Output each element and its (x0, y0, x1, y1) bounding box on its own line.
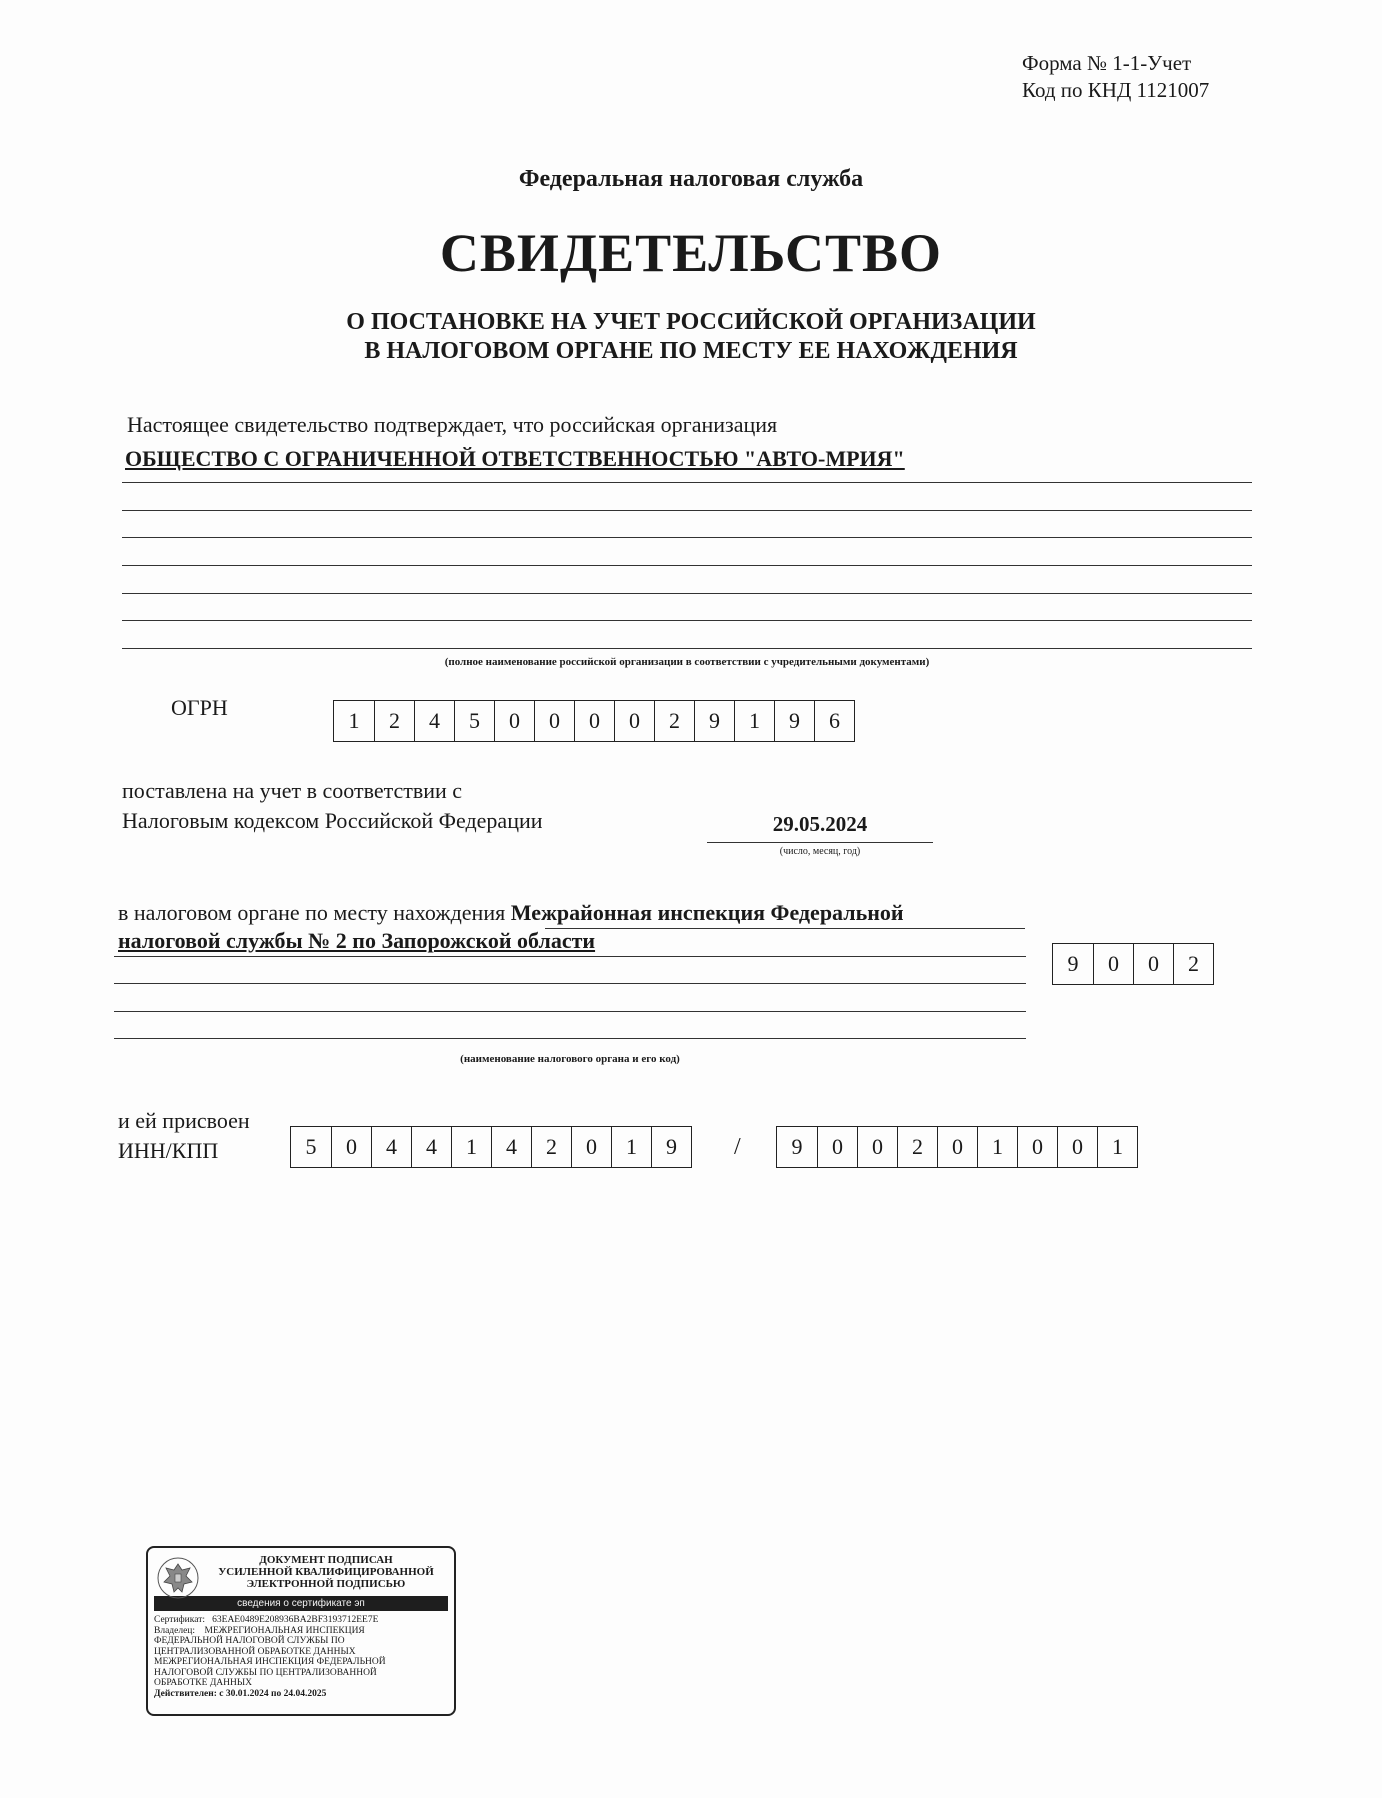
digit-box: 2 (531, 1127, 571, 1167)
valid-label: Действителен: (154, 1688, 217, 1699)
stamp-heading-line: УСИЛЕННОЙ КВАЛИФИЦИРОВАННОЙ (218, 1566, 434, 1578)
digit-box: 5 (305, 1134, 317, 1159)
digit-box: 5 (454, 701, 494, 741)
tax-office-line (114, 1011, 1026, 1012)
digit-box: 2 (897, 1127, 937, 1167)
name-line (122, 537, 1252, 538)
digit-box: 9 (791, 1134, 803, 1159)
name-line (122, 593, 1252, 594)
ogrn-label: ОГРН (171, 695, 228, 720)
digit-box: 0 (494, 701, 534, 741)
owner-line: НАЛОГОВОЙ СЛУЖБЫ ПО ЦЕНТРАЛИЗОВАННОЙ (154, 1667, 377, 1678)
name-line (122, 565, 1252, 566)
digit-box: 2 (374, 701, 414, 741)
digit-box: 2 (1173, 944, 1213, 984)
owner-line: МЕЖРЕГИОНАЛЬНАЯ ИНСПЕКЦИЯ (204, 1625, 365, 1636)
tax-office-line (114, 983, 1026, 984)
form-number: Форма № 1-1-Учет (1022, 51, 1192, 75)
digit-box: 0 (1133, 944, 1173, 984)
digit-box: 1 (348, 708, 360, 733)
digit-box: 0 (574, 701, 614, 741)
stamp-heading (204, 1552, 448, 1590)
document-subtitle (0, 308, 1382, 366)
digit-box: 0 (817, 1127, 857, 1167)
digit-box: 9 (1067, 951, 1079, 976)
digit-box: 9 (651, 1127, 691, 1167)
digit-box: 4 (491, 1127, 531, 1167)
date-caption: (число, месяц, год) (779, 846, 861, 857)
date-line (707, 842, 933, 843)
organization-name: ОБЩЕСТВО С ОГРАНИЧЕННОЙ ОТВЕТСТВЕННОСТЬЮ "АВТО-МРИЯ" (125, 446, 905, 471)
tax-office-name-2: налоговой службы № 2 по Запорожской области (118, 928, 596, 953)
digit-box: 4 (414, 701, 454, 741)
registration-line-1: поставлена на учет в соответствии с (122, 778, 463, 803)
tax-office-intro: в налоговом органе по месту нахождения (118, 900, 506, 925)
tax-office-intro-line (118, 900, 904, 926)
digit-box: 6 (814, 701, 854, 741)
electronic-signature-stamp (146, 1546, 456, 1716)
form-header (1022, 50, 1209, 104)
document-title: СВИДЕТЕЛЬСТВО (439, 223, 943, 283)
stamp-heading-line: ЭЛЕКТРОННОЙ ПОДПИСЬЮ (246, 1578, 406, 1590)
owner-line: ФЕДЕРАЛЬНОЙ НАЛОГОВОЙ СЛУЖБЫ ПО (154, 1636, 345, 1646)
registration-line-2: Налоговым кодексом Российской Федерации (122, 808, 543, 833)
owner-label: Владелец: (154, 1625, 196, 1636)
stamp-details (154, 1615, 448, 1699)
tax-office-name-1: Межрайонная инспекция Федеральной (510, 900, 904, 925)
inn-kpp-label-2: ИНН/КПП (118, 1138, 219, 1163)
digit-box: 9 (774, 701, 814, 741)
owner-line: ЦЕНТРАЛИЗОВАННОЙ ОБРАБОТКЕ ДАННЫХ (154, 1646, 356, 1657)
agency-name: Федеральная налоговая служба (518, 166, 864, 192)
inn-kpp-label-1: и ей присвоен (118, 1108, 250, 1133)
inn-digit-boxes (290, 1126, 692, 1168)
stamp-certificate-bar: сведения о сертификате эп (154, 1596, 448, 1611)
cert-value: 63EAE0489E208936BA2BF3193712EE7E (212, 1615, 379, 1625)
tax-office-line (114, 956, 1026, 957)
digit-box: 1 (734, 701, 774, 741)
digit-box: 0 (937, 1127, 977, 1167)
digit-box: 0 (1093, 944, 1133, 984)
tax-office-line (545, 928, 1025, 929)
name-line (122, 620, 1252, 621)
kpp-digit-boxes (776, 1126, 1138, 1168)
digit-box: 0 (331, 1127, 371, 1167)
valid-value: с 30.01.2024 по 24.04.2025 (219, 1688, 327, 1699)
coat-of-arms-icon (156, 1556, 200, 1600)
digit-box: 9 (694, 701, 734, 741)
digit-box: 4 (371, 1127, 411, 1167)
registration-date: 29.05.2024 (772, 812, 868, 836)
digit-box: 0 (857, 1127, 897, 1167)
stamp-heading-line: ДОКУМЕНТ ПОДПИСАН (259, 1554, 393, 1566)
digit-box: 4 (411, 1127, 451, 1167)
digit-box: 1 (451, 1127, 491, 1167)
digit-box: 0 (1057, 1127, 1097, 1167)
knd-code: Код по КНД 1121007 (1022, 78, 1210, 102)
name-line (122, 648, 1252, 649)
tax-office-caption: (наименование налогового органа и его код) (460, 1053, 680, 1065)
tax-office-line (114, 1038, 1026, 1039)
ogrn-digit-boxes (333, 700, 855, 742)
digit-box: 0 (614, 701, 654, 741)
organization-intro: Настоящее свидетельство подтверждает, что российская организация (127, 412, 778, 437)
digit-box: 0 (571, 1127, 611, 1167)
cert-label: Сертификат: (154, 1615, 206, 1625)
name-line (122, 482, 1252, 483)
subtitle-line-1: О ПОСТАНОВКЕ НА УЧЕТ РОССИЙСКОЙ ОРГАНИЗАЦИИ (346, 309, 1036, 335)
owner-line: ОБРАБОТКЕ ДАННЫХ (154, 1678, 253, 1688)
name-line (122, 510, 1252, 511)
digit-box: 0 (1017, 1127, 1057, 1167)
organization-caption: (полное наименование российской организации в соответствии с учредительными документами) (444, 656, 930, 668)
owner-line: МЕЖРЕГИОНАЛЬНАЯ ИНСПЕКЦИЯ ФЕДЕРАЛЬНОЙ (154, 1657, 386, 1667)
digit-box: 1 (1097, 1127, 1137, 1167)
subtitle-line-2: В НАЛОГОВОМ ОРГАНЕ ПО МЕСТУ ЕЕ НАХОЖДЕНИЯ (364, 338, 1018, 364)
digit-box: 2 (654, 701, 694, 741)
tax-office-code-boxes (1052, 943, 1214, 985)
inn-kpp-separator: / (734, 1134, 741, 1160)
digit-box: 1 (977, 1127, 1017, 1167)
digit-box: 1 (611, 1127, 651, 1167)
digit-box: 0 (534, 701, 574, 741)
